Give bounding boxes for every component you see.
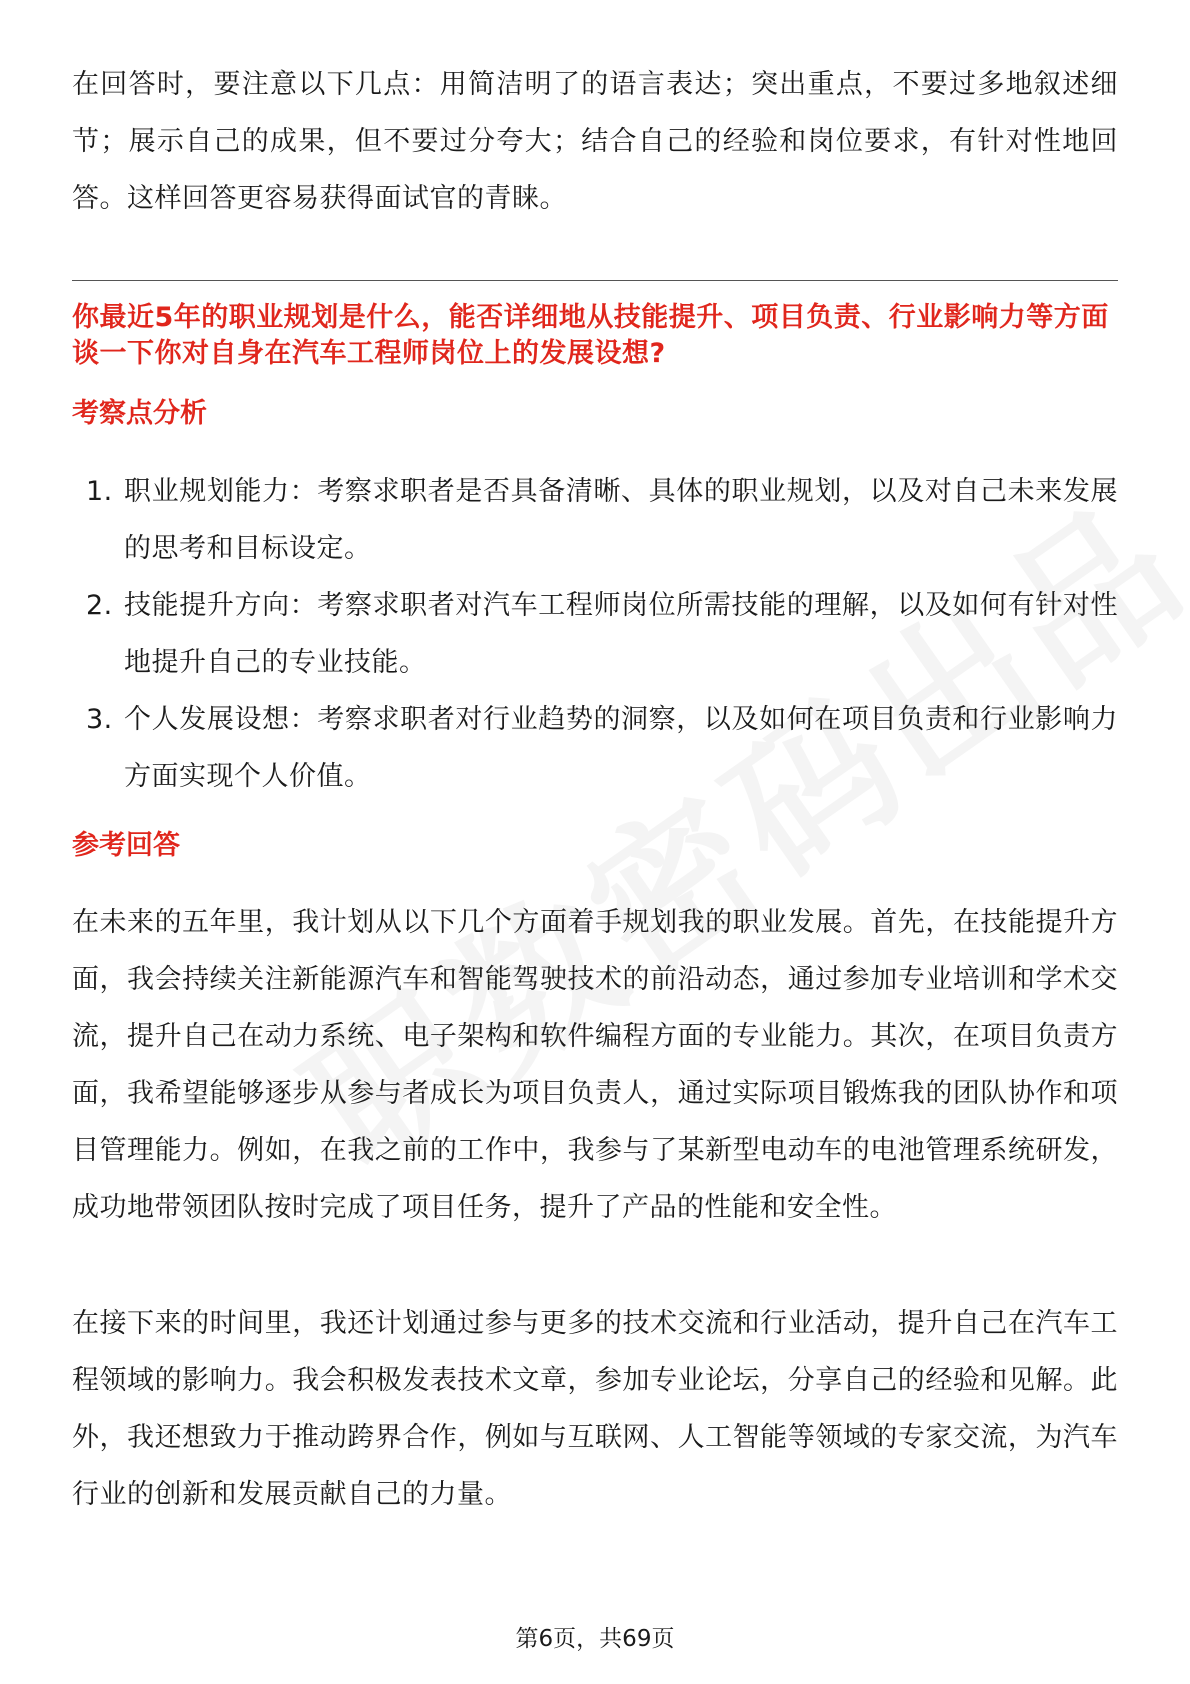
intro-paragraph: 在回答时，要注意以下几点：用简洁明了的语言表达；突出重点，不要过多地叙述细节；展示自己的成果，但不要过分夸大；结合自己的经验和岗位要求，有针对性地回答。这样回答更容易获得面试官的青睐。 (72, 69, 1118, 214)
list-item-text: 技能提升方向：考察求职者对汽车工程师岗位所需技能的理解，以及如何有针对性地提升自己的专业技能。 (124, 590, 1118, 678)
list-item (72, 691, 1118, 805)
list-item (72, 463, 1118, 577)
answer-heading: 参考回答 (72, 830, 180, 861)
answer-paragraph-2: 在接下来的时间里，我还计划通过参与更多的技术交流和行业活动，提升自己在汽车工程领域的影响力。我会积极发表技术文章，参加专业论坛，分享自己的经验和见解。此外，我还想致力于推动跨界合作，例如与互联网、人工智能等领域的专家交流，为汽车行业的创新和发展贡献自己的力量。 (72, 1308, 1118, 1510)
answer-paragraph-1: 在未来的五年里，我计划从以下几个方面着手规划我的职业发展。首先，在技能提升方面，我会持续关注新能源汽车和智能驾驶技术的前沿动态，通过参加专业培训和学术交流，提升自己在动力系统、电子架构和软件编程方面的专业能力。其次，在项目负责方面，我希望能够逐步从参与者成长为项目负责人，通过实际项目锻炼我的团队协作和项目管理能力。例如，在我之前的工作中，我参与了某新型电动车的电池管理系统研发，成功地带领团队按时完成了项目任务，提升了产品的性能和安全性。 (72, 907, 1118, 1223)
list-item-text: 个人发展设想：考察求职者对行业趋势的洞察，以及如何在项目负责和行业影响力方面实现个人价值。 (124, 704, 1118, 792)
list-item-number: 3. (86, 704, 113, 735)
list-item-number: 2. (86, 590, 113, 621)
question-title: 你最近5年的职业规划是什么，能否详细地从技能提升、项目负责、行业影响力等方面谈一下你对自身在汽车工程师岗位上的发展设想? (72, 302, 1109, 369)
list-item (72, 577, 1118, 691)
analysis-heading: 考察点分析 (72, 398, 207, 429)
list-item-number: 1. (86, 476, 113, 507)
page-number-footer: 第6页，共69页 (515, 1626, 675, 1652)
list-item-text: 职业规划能力：考察求职者是否具备清晰、具体的职业规划，以及对自己未来发展的思考和目标设定。 (124, 476, 1118, 564)
section-divider (72, 280, 1118, 281)
analysis-point-list (72, 463, 1118, 805)
